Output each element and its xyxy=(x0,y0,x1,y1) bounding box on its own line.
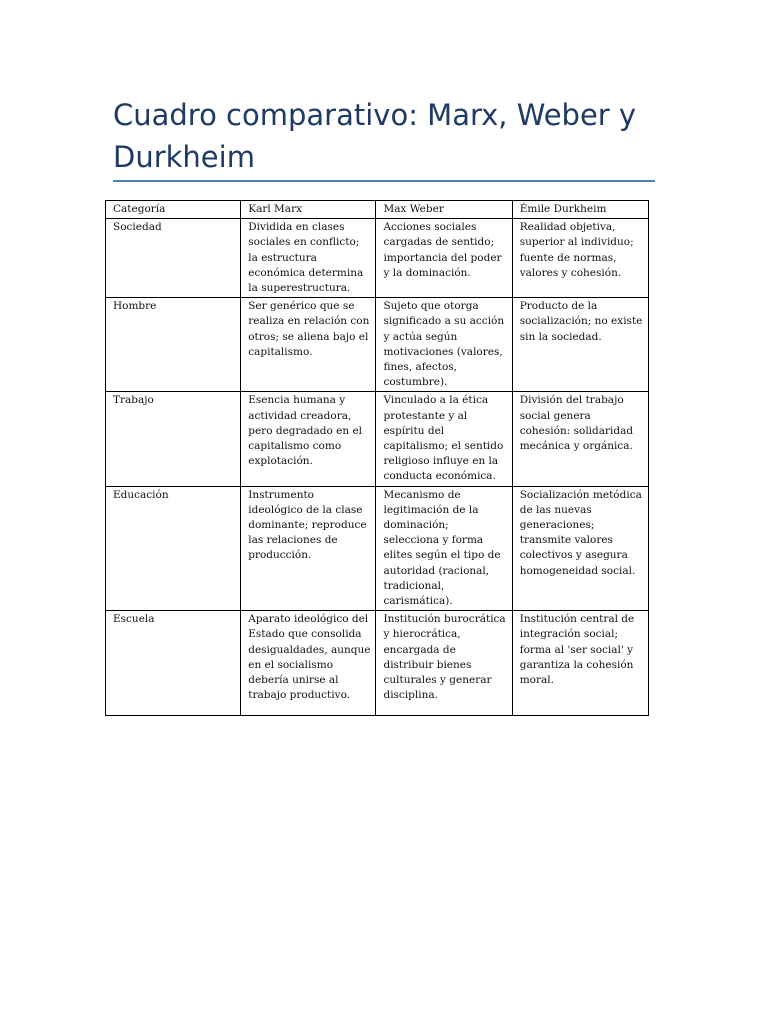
title-underline xyxy=(113,180,655,182)
durkheim-cell: Socialización metódica de las nuevas generaciones; transmite valores colectivos y asegura homogeneidad social. xyxy=(512,486,648,611)
category-cell: Educación xyxy=(106,486,241,611)
table-row-educacion xyxy=(106,486,649,611)
table-header-row xyxy=(106,201,649,219)
header-cell-category: Categoría xyxy=(106,201,241,219)
table-row-hombre xyxy=(106,298,649,392)
category-cell: Trabajo xyxy=(106,392,241,486)
durkheim-cell: Producto de la socialización; no existe sin la sociedad. xyxy=(512,298,648,392)
table-row-trabajo xyxy=(106,392,649,486)
weber-cell: Vinculado a la ética protestante y al espíritu del capitalismo; el sentido religioso influye en la conducta económica. xyxy=(376,392,512,486)
header-cell-weber: Max Weber xyxy=(376,201,512,219)
weber-cell: Mecanismo de legitimación de la dominación; selecciona y forma elites según el tipo de autoridad (racional, tradicional, carismática). xyxy=(376,486,512,611)
table-row-sociedad xyxy=(106,219,649,298)
header-cell-marx: Karl Marx xyxy=(241,201,376,219)
category-cell: Escuela xyxy=(106,611,241,716)
weber-cell: Institución burocrática y hierocrática, encargada de distribuir bienes culturales y generar disciplina. xyxy=(376,611,512,716)
weber-cell: Sujeto que otorga significado a su acción y actúa según motivaciones (valores, fines, afectos, costumbre). xyxy=(376,298,512,392)
weber-cell: Acciones sociales cargadas de sentido; importancia del poder y la dominación. xyxy=(376,219,512,298)
document-title: Cuadro comparativo: Marx, Weber y Durkheim xyxy=(113,98,637,174)
marx-cell: Dividida en clases sociales en conflicto; la estructura económica determina la superestructura. xyxy=(241,219,376,298)
category-cell: Sociedad xyxy=(106,219,241,298)
comparison-table xyxy=(105,200,649,716)
marx-cell: Aparato ideológico del Estado que consolida desigualdades, aunque en el socialismo debería unirse al trabajo productivo. xyxy=(241,611,376,716)
category-cell: Hombre xyxy=(106,298,241,392)
marx-cell: Instrumento ideológico de la clase dominante; reproduce las relaciones de producción. xyxy=(241,486,376,611)
table-row-escuela xyxy=(106,611,649,716)
header-cell-durkheim: Émile Durkheim xyxy=(512,201,648,219)
marx-cell: Ser genérico que se realiza en relación con otros; se aliena bajo el capitalismo. xyxy=(241,298,376,392)
durkheim-cell: Institución central de integración social; forma al 'ser social' y garantiza la cohesión moral. xyxy=(512,611,648,716)
durkheim-cell: División del trabajo social genera cohesión: solidaridad mecánica y orgánica. xyxy=(512,392,648,486)
durkheim-cell: Realidad objetiva, superior al individuo; fuente de normas, valores y cohesión. xyxy=(512,219,648,298)
marx-cell: Esencia humana y actividad creadora, pero degradado en el capitalismo como explotación. xyxy=(241,392,376,486)
